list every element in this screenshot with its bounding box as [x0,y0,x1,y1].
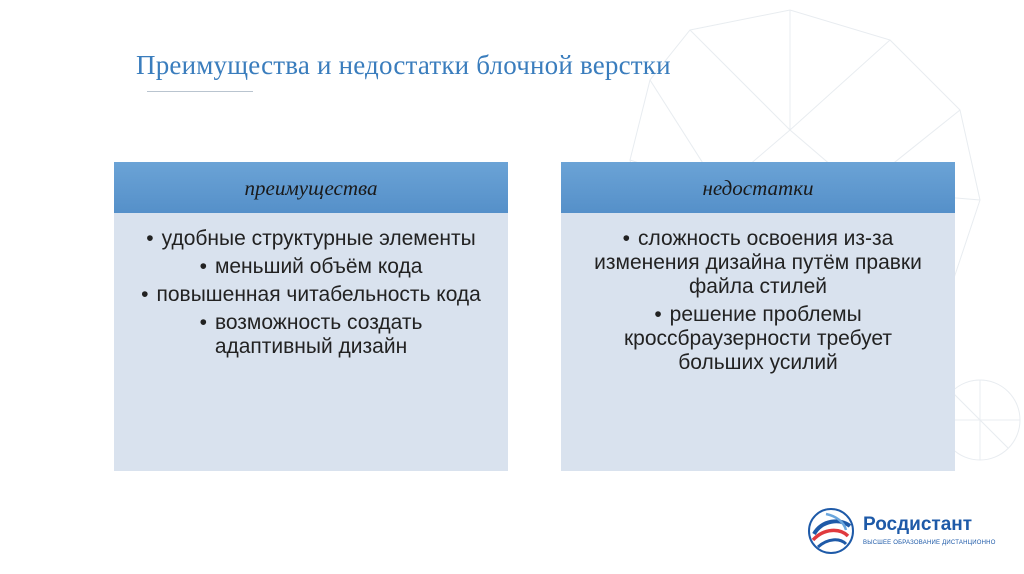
list-item: • решение проблемы кроссбраузерности требует больших усилий [623,303,893,374]
list-item: • повышенная читабельность кода [141,283,481,306]
logo-tagline: ВЫСШЕЕ ОБРАЗОВАНИЕ ДИСТАНЦИОННО [863,540,996,546]
bullet-icon: • [622,227,631,250]
bullet-icon: • [141,283,149,306]
bullet-icon: • [654,303,662,326]
rosdistant-logo [806,506,1006,556]
bullet-icon: • [199,255,207,278]
title-underline [147,91,253,92]
advantages-panel [114,162,508,471]
slide-title: Преимущества и недостатки блочной верстки [136,50,671,80]
list-item: • удобные структурные элементы [146,227,476,250]
disadvantages-list [561,213,955,375]
logo-wordmark: Росдистант [863,514,973,535]
list-item: • меньший объём кода [199,255,423,278]
disadvantages-header: недостатки [561,162,955,213]
disadvantages-panel [561,162,955,471]
advantages-header: преимущества [114,162,508,213]
rosdistant-emblem-icon [806,506,856,556]
advantages-list [114,213,508,359]
bullet-icon: • [199,311,207,334]
list-item: • сложность освоения из-за изменения дизайна путём правки файла стилей [594,227,922,298]
bullet-icon: • [146,227,154,250]
list-item: • возможность создать адаптивный дизайн [199,311,423,358]
